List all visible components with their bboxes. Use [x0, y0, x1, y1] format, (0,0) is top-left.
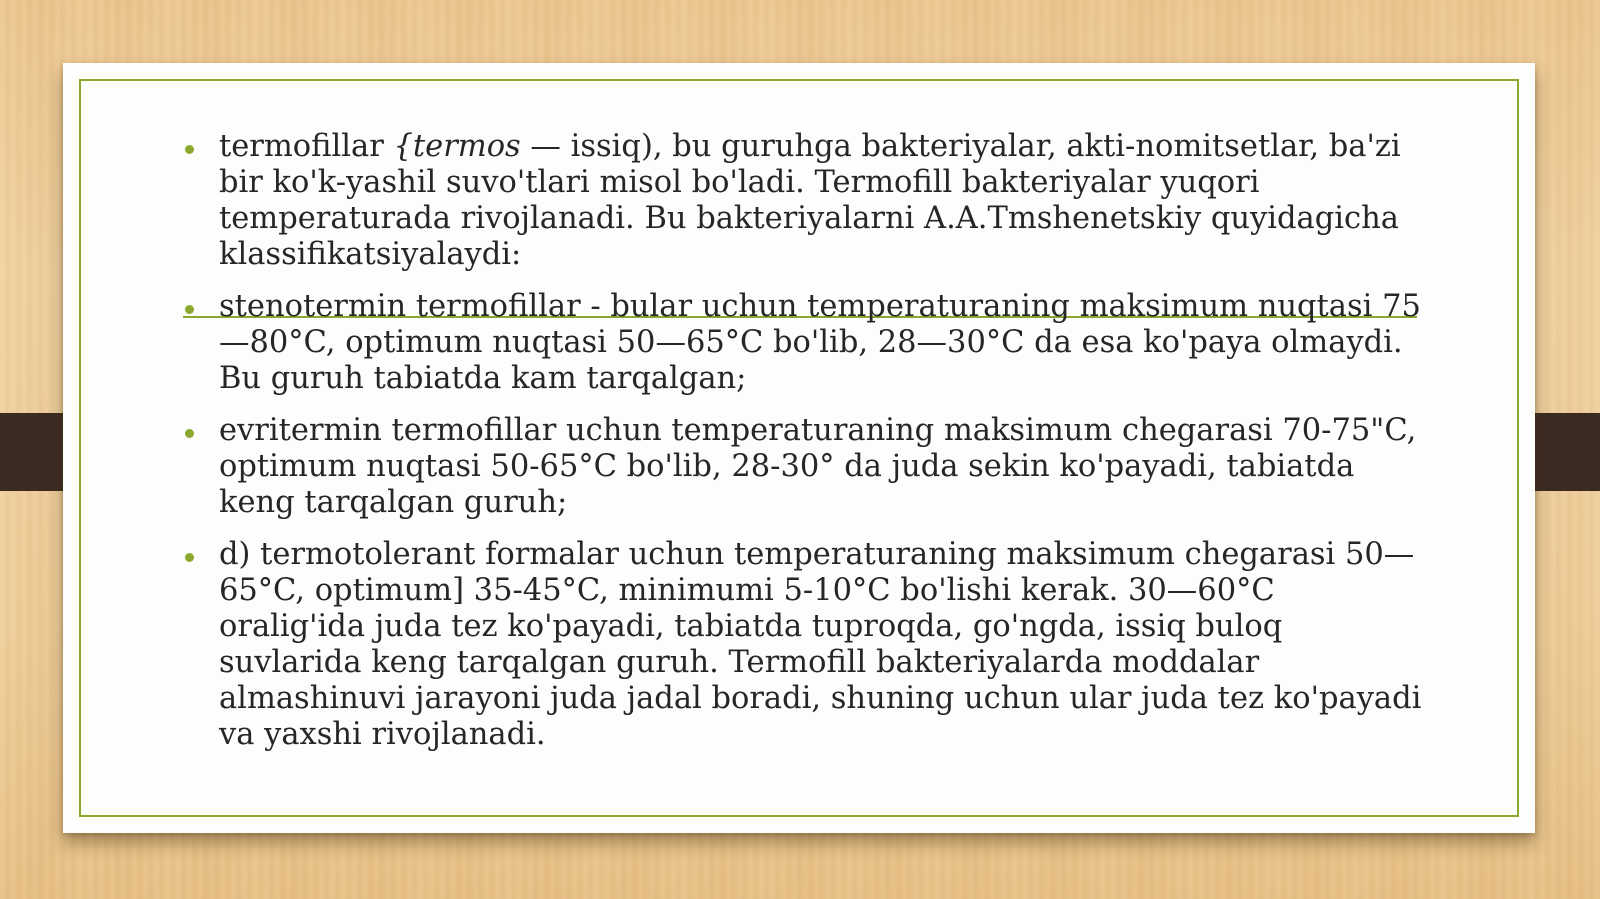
bullet-dot-icon: [185, 429, 194, 438]
bullet-list: [183, 129, 1423, 769]
bullet-dot-icon: [185, 553, 194, 562]
bullet-item-termofillar: [183, 129, 1423, 273]
bullet-text: evritermin termofillar uchun temperaturaning maksimum chegarasi 70-75"C, optimum nuqtasi 50-65°C bo'lib, 28-30° da juda sekin ko'payadi, tabiatda keng tarqalgan guruh;: [219, 413, 1417, 520]
bullet-text-start: termofillar: [219, 129, 394, 164]
bullet-text: stenotermin termofillar - bular uchun temperaturaning maksimum nuqtasi 75—80°C, optimum nuqtasi 50—65°C bo'lib, 28—30°C da esa ko'paya olmaydi. Bu guruh tabiatda kam tarqalgan;: [219, 289, 1421, 396]
bullet-text: d) termotolerant formalar uchun temperaturaning maksimum chegarasi 50—65°C, optimum] 35-45°C, minimumi 5-10°C bo'lishi kerak. 30—60°C oralig'ida juda tez ko'payadi, tabiatda tuproqda, go'ngda, issiq buloq suvlarida keng tarqalgan guruh. Termofill bakteriyalarda moddalar almashinuvi jarayoni juda jadal boradi, shuning uchun ular juda tez ko'payadi va yaxshi rivojlanadi.: [219, 537, 1422, 752]
slide-card: [63, 63, 1535, 833]
bullet-item-termotolerant: [183, 537, 1423, 753]
bullet-text-rest: — issiq), bu guruhga bakteriyalar, akti-nomitsetlar, ba'zi bir ko'k-yashil suvo'tlari misol bo'ladi. Termofill bakteriyalar yuqori temperaturada rivojlanadi. Bu bakteriyalarni A.A.Tmshenetskiy quyidagicha klassifikatsiyalaydi:: [219, 129, 1401, 272]
bullet-text-emphasis: {termos: [393, 129, 521, 164]
bullet-item-stenotermin: [183, 289, 1423, 397]
bullet-item-evritermin: [183, 413, 1423, 521]
bullet-dot-icon: [185, 305, 194, 314]
bullet-dot-icon: [185, 145, 194, 154]
